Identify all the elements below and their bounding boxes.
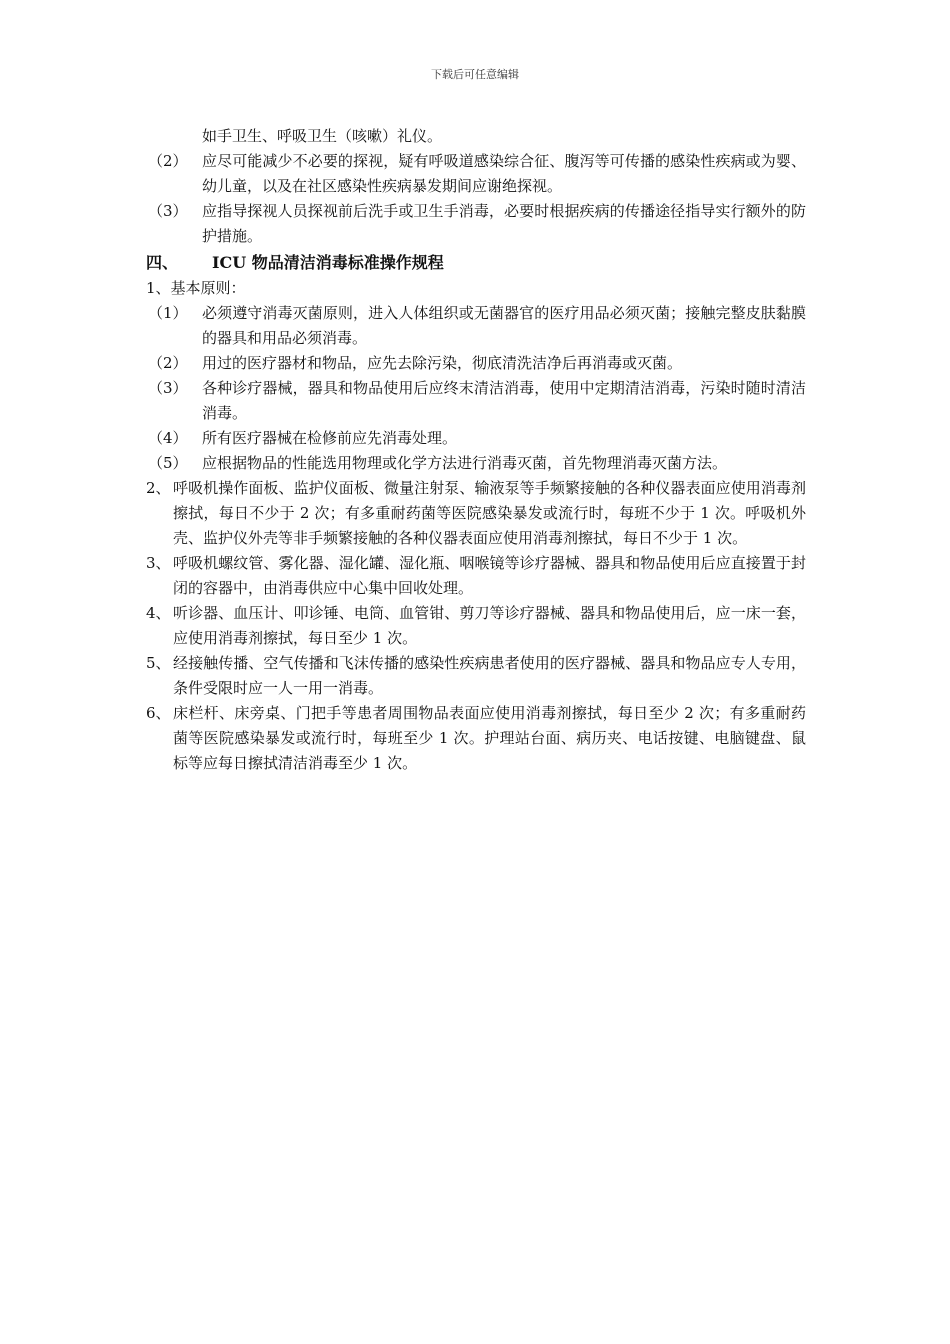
page-header: 下载后可任意编辑 bbox=[431, 68, 519, 81]
section-number: 四、 bbox=[146, 253, 179, 272]
paragraph-continued bbox=[146, 124, 806, 149]
item-label: （2） bbox=[148, 152, 188, 170]
item-label: （2） bbox=[148, 354, 188, 372]
item-label: （5） bbox=[148, 454, 188, 472]
list-item bbox=[146, 651, 806, 701]
section-heading bbox=[146, 249, 806, 276]
item-text: 各种诊疗器械，器具和物品使用后应终末清洁消毒，使用中定期清洁消毒，污染时随时清洁消毒。 bbox=[202, 379, 806, 422]
item-label: 5、 bbox=[146, 654, 171, 672]
item-text: 用过的医疗器材和物品，应先去除污染，彻底清洗洁净后再消毒或灭菌。 bbox=[202, 354, 683, 372]
item-text: 应根据物品的性能选用物理或化学方法进行消毒灭菌，首先物理消毒灭菌方法。 bbox=[202, 454, 728, 472]
item-text: 听诊器、血压计、叩诊锤、电筒、血管钳、剪刀等诊疗器械、器具和物品使用后，应一床一套，应使用消毒剂擦拭，每日至少 1 次。 bbox=[173, 604, 806, 647]
paragraph-sub-item bbox=[146, 199, 806, 249]
item-label: （3） bbox=[148, 379, 188, 397]
item-label: 4、 bbox=[146, 604, 171, 622]
item-label: 6、 bbox=[146, 704, 171, 722]
paragraph-text: 如手卫生、呼吸卫生（咳嗽）礼仪。 bbox=[202, 127, 443, 145]
list-sub-item bbox=[146, 426, 806, 451]
item-label: 1、 bbox=[146, 279, 171, 297]
list-sub-item bbox=[146, 301, 806, 351]
item-text: 床栏杆、床旁桌、门把手等患者周围物品表面应使用消毒剂擦拭，每日至少 2 次；有多重耐药菌等医院感染暴发或流行时，每班至少 1 次。护理站台面、病历夹、电话按键、电脑键盘、鼠标等应每日擦拭清洁消毒至少 1 次。 bbox=[173, 704, 806, 772]
item-label: 2、 bbox=[146, 479, 171, 497]
list-item bbox=[146, 276, 806, 301]
item-label: 3、 bbox=[146, 554, 171, 572]
item-label: （1） bbox=[148, 304, 188, 322]
item-text: 呼吸机螺纹管、雾化器、湿化罐、湿化瓶、咽喉镜等诊疗器械、器具和物品使用后应直接置于封闭的容器中，由消毒供应中心集中回收处理。 bbox=[173, 554, 806, 597]
paragraph-sub-item bbox=[146, 149, 806, 199]
item-text: 所有医疗器械在检修前应先消毒处理。 bbox=[202, 429, 458, 447]
list-sub-item bbox=[146, 451, 806, 476]
item-text: 基本原则： bbox=[170, 279, 246, 297]
list-sub-item bbox=[146, 376, 806, 426]
item-text: 经接触传播、空气传播和飞沫传播的感染性疾病患者使用的医疗器械、器具和物品应专人专用，条件受限时应一人一用一消毒。 bbox=[173, 654, 806, 697]
item-text: 必须遵守消毒灭菌原则，进入人体组织或无菌器官的医疗用品必须灭菌；接触完整皮肤黏膜的器具和用品必须消毒。 bbox=[202, 304, 806, 347]
list-sub-item bbox=[146, 351, 806, 376]
list-item bbox=[146, 601, 806, 651]
list-item bbox=[146, 701, 806, 776]
item-label: （3） bbox=[148, 202, 188, 220]
list-item bbox=[146, 551, 806, 601]
document-body bbox=[146, 124, 806, 776]
item-label: （4） bbox=[148, 429, 188, 447]
item-text: 呼吸机操作面板、监护仪面板、微量注射泵、输液泵等手频繁接触的各种仪器表面应使用消毒剂擦拭，每日不少于 2 次；有多重耐药菌等医院感染暴发或流行时，每班不少于 1 次。呼吸机外壳、监护仪外壳等非手频繁接触的各种仪器表面应使用消毒剂擦拭，每日不少于 1 次。 bbox=[173, 479, 806, 547]
paragraph-text: 应尽可能减少不必要的探视，疑有呼吸道感染综合征、腹泻等可传播的感染性疾病或为婴、幼儿童，以及在社区感染性疾病暴发期间应谢绝探视。 bbox=[202, 152, 806, 195]
list-item bbox=[146, 476, 806, 551]
section-title: ICU 物品清洁消毒标准操作规程 bbox=[212, 253, 444, 272]
paragraph-text: 应指导探视人员探视前后洗手或卫生手消毒，必要时根据疾病的传播途径指导实行额外的防护措施。 bbox=[202, 202, 806, 245]
